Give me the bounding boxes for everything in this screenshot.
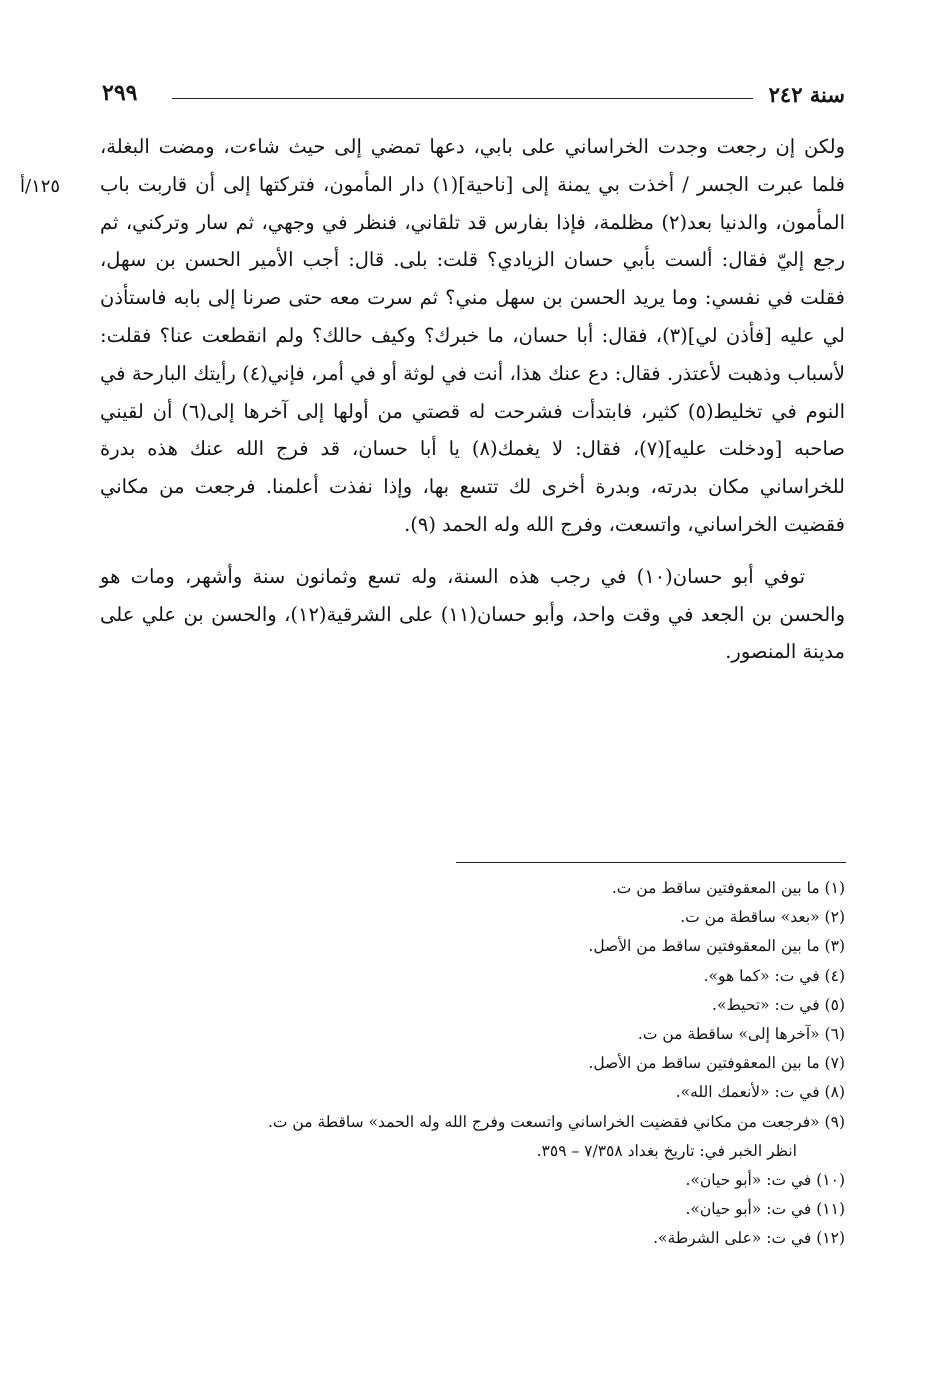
footnote-9: (٩) «فرجعت من مكاني فقضيت الخراساني واتسعت وفرج الله وله الحمد» ساقطة من ت. <box>267 1112 845 1131</box>
footnote-rule <box>456 862 846 863</box>
footnotes <box>250 874 845 1254</box>
header-rule <box>172 98 753 99</box>
footnote-5: (٥) في ت: «تحيط». <box>712 995 845 1014</box>
footnote-7: (٧) ما بين المعقوفتين ساقط من الأصل. <box>588 1054 845 1073</box>
footnote-10: (١٠) في ت: «أبو حيان». <box>685 1171 845 1190</box>
footnote-2: (٢) «بعد» ساقطة من ت. <box>680 908 845 927</box>
margin-folio-note: ١٢٥/أ <box>20 176 61 197</box>
paragraph-2: توفي أبو حسان(١٠) في رجب هذه السنة، وله تسع وثمانون سنة وأشهر، ومات هو والحسن بن الجعد في وقت واحد، وأبو حسان(١١) على الشرقية(١٢)، والحسن بن علي على مدينة المنصور. <box>100 564 845 664</box>
page-number: ٢٩٩ <box>102 80 138 106</box>
running-head: سنة ٢٤٢ <box>768 82 845 107</box>
page-header <box>100 78 845 114</box>
paragraph-1: ولكن إن رجعت وجدت الخراساني على بابي، دعها تمضي إلى حيث شاءت، ومضت البغلة، فلما عبرت الجسر / أخذت بي يمنة إلى [ناحية](١) دار المأمون، فتركتها إلى أن قاربت باب المأمون، والدنيا بعد(٢) مظلمة، فإذا بفارس قد تلقاني، فنظر في وجهي، ثم سار وتركني، ثم رجع إليّ فقال: ألست بأبي حسان الزيادي؟ قلت: بلى. قال: أجب الأمير الحسن بن سهل، فقلت في نفسي: وما يريد الحسن بن سهل مني؟ ثم سرت معه حتى صرنا إلى بابه فاستأذن لي عليه [فأذن لي](٣)، فقال: أبا حسان، ما خبرك؟ وكيف حالك؟ ولم انقطعت عنا؟ فقلت: لأسباب وذهبت لأعتذر. فقال: دع عنك هذا، أنت في لوثة أو في أمر، فإني(٤) رأيتك البارحة في النوم في تخليط(٥) كثير، فابتدأت فشرحت له قصتي من أولها إلى آخرها إلى(٦) أن لقيني صاحبه [ودخلت عليه](٧)، فقال: لا يغمك(٨) يا أبا حسان، قد فرج الله عنك هذه بدرة للخراساني مكان بدرته، وبدرة أخرى لك تتسع بها، وإذا نفذت أعلمنا. فرجعت من مكاني فقضيت الخراساني، واتسعت، وفرج الله وله الحمد (٩). <box>100 135 846 536</box>
footnote-12: (١٢) في ت: «على الشرطة». <box>653 1229 845 1248</box>
footnote-6: (٦) «آخرها إلى» ساقطة من ت. <box>637 1025 845 1044</box>
footnote-11: (١١) في ت: «أبو حيان». <box>685 1200 845 1219</box>
footnote-1: (١) ما بين المعقوفتين ساقط من ت. <box>611 879 845 897</box>
footnote-4: (٤) في ت: «كما هو». <box>703 966 845 985</box>
footnote-8: (٨) في ت: «لأنعمك الله». <box>675 1083 845 1102</box>
footnote-9-reference: انظر الخبر في: تاريخ بغداد ٧/٣٥٨ – ٣٥٩. <box>536 1141 797 1160</box>
main-text <box>100 128 845 671</box>
footnote-3: (٣) ما بين المعقوفتين ساقط من الأصل. <box>588 937 845 956</box>
